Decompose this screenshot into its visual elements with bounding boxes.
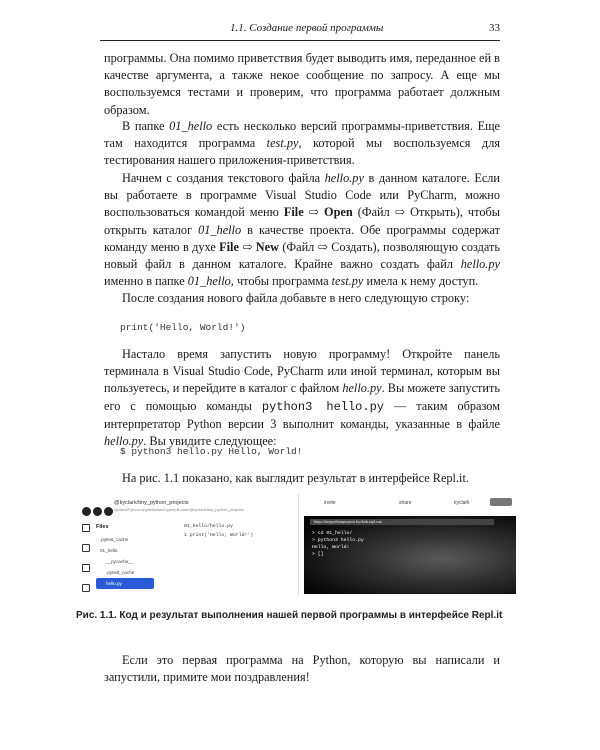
paragraph-2: В папке 01_hello есть несколько версий программы-приветствия. Еще там находится программа test.py, которой мы воспользуемся для тестирования нашего приложения-приветствия. [104, 119, 501, 168]
console-line: Hello, World! [312, 545, 350, 550]
code-editor [184, 524, 294, 538]
sidebar-icons [82, 524, 92, 604]
toolbar-icons [82, 502, 115, 520]
editor-tab: 01_hello/hello.py [184, 524, 233, 529]
code-block-1: print('Hello, World!') [120, 322, 246, 333]
paragraph-5: Настало время запустить новую программу! Откройте панель терминала в Visual Studio Code, PyCharm или иной терминал, которым вы пользуетесь, и перейдите в каталог с файлом hello.py. Вы можете запустить его с помощью команды python3 hello.py — таким образом интерпретатор Python версии 3 выполнит команды, указанные в файле hello.py. Вы увидите следующее: [104, 347, 500, 449]
file-tree [96, 524, 176, 589]
package-icon [82, 564, 90, 572]
paragraph-7-text: Если это первая программа на Python, которую вы написали и запустили, примите мои поздравления! [104, 653, 500, 685]
console-lines [312, 530, 364, 558]
replit-logo-icon [93, 507, 102, 516]
menu-file: File [283, 205, 304, 220]
menu-icon [82, 507, 91, 516]
menu-file: File [219, 239, 239, 254]
paragraph-7 [104, 652, 500, 686]
repo-path: @kyclark/tiny_python_projects [114, 500, 189, 506]
folder-name: 01_hello [187, 274, 231, 289]
tree-item: .pytest_cache [100, 537, 129, 542]
running-title: 1.1. Создание первой программы [230, 22, 384, 34]
code-block-2: $ python3 hello.py Hello, World! [120, 446, 303, 457]
console-output [304, 516, 516, 594]
console-url: https://tinypythonprojects.kyclark.repl.run [314, 519, 382, 524]
hello-file-name: hello.py [342, 381, 382, 396]
file-icon [82, 524, 90, 532]
hello-file-name: hello.py [324, 171, 364, 185]
folder-name: 01_hello [169, 119, 213, 133]
files-title: Files [96, 524, 109, 530]
hello-file-name: hello.py [104, 434, 144, 449]
menu-open: Open [324, 205, 353, 220]
settings-icon [82, 584, 90, 592]
tab-user: kyclark [454, 500, 470, 506]
folder-name: 01_hello [198, 222, 242, 237]
paragraph-1-text: программы. Она помимо приветствия будет выводить имя, переданное ей в качестве аргумента, а также некое сообщение по запросу. А еще мы воспользуемся тестами и проверим, что программа работает должным образом. [104, 51, 500, 117]
command-inline: python3 hello.py [261, 399, 384, 414]
paragraph-6-text: На рис. 1.1 показано, как выглядит результат в интерфейсе Repl.it. [122, 471, 469, 485]
tree-item: 01_hello [100, 548, 118, 553]
hello-file-name: hello.py [460, 257, 500, 272]
tree-item: __pycache__ [106, 559, 134, 564]
python-icon [104, 507, 113, 516]
editor-line: 1 print('Hello, World!') [184, 533, 254, 538]
folder-icon [82, 544, 90, 552]
figure-caption: Рис. 1.1. Код и результат выполнения нашей первой программы в интерфейсе Repl.it [76, 610, 503, 621]
tab-invite: invite [324, 500, 336, 506]
paragraph-4 [104, 290, 500, 307]
page-header [100, 22, 500, 41]
menu-new: New [255, 239, 280, 254]
tree-item-active: hello.py [96, 578, 154, 589]
paragraph-4-text: После создания нового файла добавьте в него следующую строку: [122, 291, 470, 305]
editor-pane [76, 494, 299, 596]
tab-share: share [399, 500, 412, 506]
page-number: 33 [489, 22, 500, 34]
paragraph-6 [104, 470, 500, 487]
share-button [490, 498, 512, 506]
paragraph-1 [104, 50, 500, 119]
menu-arrow: ⇨ [303, 205, 325, 220]
console-line: > python3 hello.py [312, 538, 364, 543]
tree-item: .pytest_cache [106, 570, 135, 575]
figure-replit-screenshot [76, 494, 520, 596]
console-tabs [304, 500, 518, 512]
console-line: > cd 01_hello/ [312, 531, 353, 536]
test-file-name: test.py [266, 136, 299, 151]
menu-arrow: ⇨ [238, 239, 256, 254]
console-line: > [] [312, 552, 324, 557]
paragraph-3: Начнем с создания текстового файла hello.py в данном каталоге. Если вы работаете в программе Visual Studio Code или PyCharm, можно воспользоваться командой меню File ⇨ Open (Файл ⇨ Открыть), чтобы открыть каталог 01_hello в качестве проекта. Обе программы содержат команду меню в духе File ⇨ New (Файл ⇨ Создать), позволяющую создать новый файл в данном каталоге. Крайне важно создать файл hello.py именно в папке 01_hello, чтобы программа test.py имела к нему доступ. [104, 171, 501, 289]
repo-sub-path: kyclark/Python-tinyhelloworld.pyreplit.com/@kyclark/tiny_python_projects [114, 507, 244, 512]
console-pane [300, 494, 520, 596]
test-file-name: test.py [331, 274, 364, 289]
